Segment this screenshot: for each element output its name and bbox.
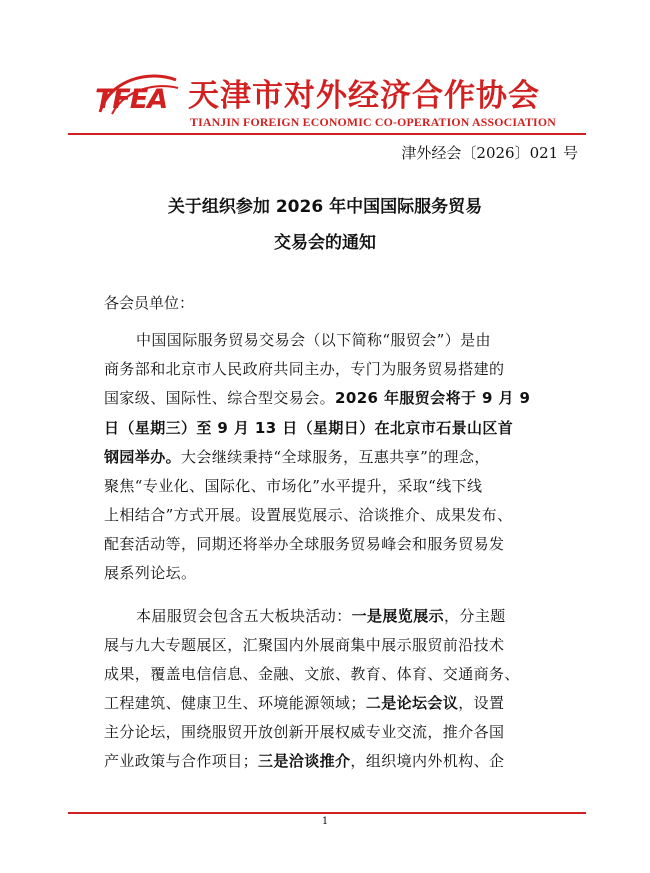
page-number: 1 (321, 816, 329, 827)
body-line: 商务部和北京市人民政府共同主办，专门为服务贸易搭建的 (104, 360, 505, 378)
document-number: 津外经会〔2026〕021 号 (401, 144, 578, 162)
body-text: ，分主题 (444, 607, 506, 625)
body-line (104, 750, 558, 771)
body-text: 产业政策与合作项目； (104, 752, 259, 770)
body-text: 大会继续秉持“全球服务，互惠共享”的理念， (181, 448, 490, 466)
body-line (104, 446, 558, 467)
body-text-bold: 三是洽谈推介 (258, 752, 351, 770)
body-text: ，设置 (458, 694, 505, 712)
org-name-cn: 天津市对外经济合作协会 (188, 78, 540, 114)
body-line: 展系列论坛。 (104, 564, 197, 582)
body-line: 中国国际服务贸易交易会（以下简称“服贸会”）是由 (136, 331, 491, 349)
body-text: 本届服贸会包含五大板块活动： (136, 607, 352, 625)
body-line (104, 387, 558, 408)
body-line (136, 605, 558, 626)
body-text-bold: 一是展览展示 (351, 607, 445, 625)
body-text: 国家级、国际性、综合型交易会。 (104, 389, 336, 407)
body-text: ，组织境内外机构、企 (350, 752, 505, 770)
body-line: 成果，覆盖电信信息、金融、文旅、教育、体育、交通商务、 (104, 665, 520, 683)
org-name-en: TIANJIN FOREIGN ECONOMIC CO-OPERATION ASSOCIATION (190, 115, 556, 129)
body-line (104, 417, 558, 438)
header-divider (68, 133, 586, 135)
salutation: 各会员单位： (104, 294, 195, 312)
body-text: 工程建筑、健康卫生、环境能源领域； (104, 694, 366, 712)
body-line (104, 692, 558, 713)
body-line: 配套活动等，同期还将举办全球服务贸易峰会和服务贸易发 (104, 535, 505, 553)
document-title-line-1: 关于组织参加 2026 年中国国际服务贸易 (167, 197, 483, 217)
body-text-bold: 日（星期三）至 9 月 13 日（星期日）在北京市石景山区首 (104, 419, 514, 437)
body-line: 主分论坛，围绕服贸开放创新开展权威专业交流，推介各国 (104, 723, 505, 741)
document-title-line-2: 交易会的通知 (274, 233, 376, 253)
body-text-bold: 钢园举办。 (104, 448, 182, 466)
logo-text: TFEA (95, 84, 168, 115)
body-line: 上相结合”方式开展。设置展览展示、洽谈推介、成果发布、 (104, 506, 513, 524)
footer-divider (68, 812, 586, 814)
body-text-bold: 2026 年服贸会将于 9 月 9 (335, 389, 531, 407)
body-line: 展与九大专题展区，汇聚国内外展商集中展示服贸前沿技术 (104, 636, 505, 654)
body-text-bold: 二是论坛会议 (365, 694, 459, 712)
body-line: 聚焦“专业化、国际化、市场化”水平提升，采取“线下线 (104, 477, 483, 495)
